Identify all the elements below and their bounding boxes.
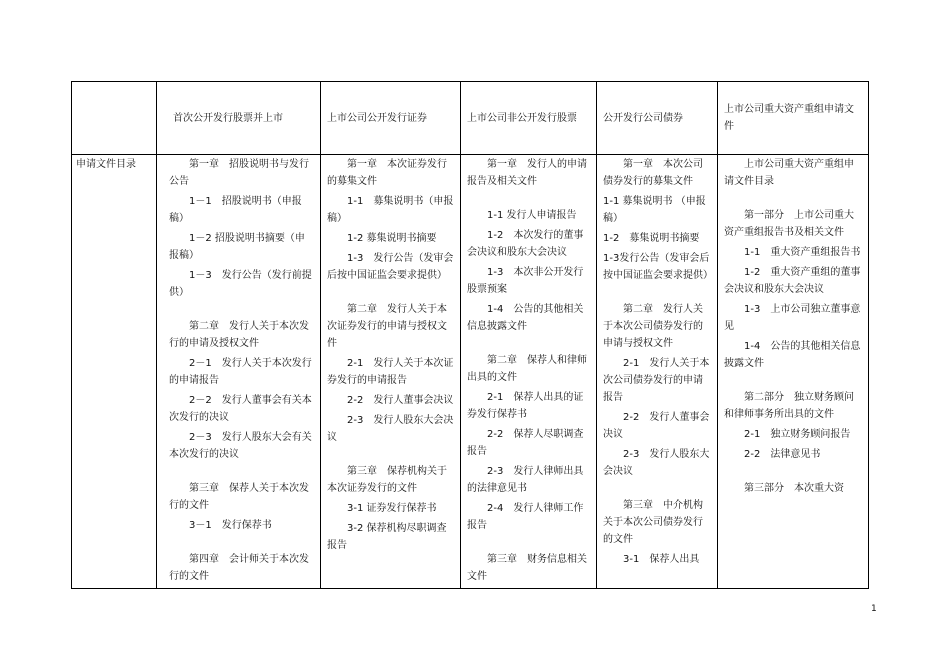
spacer <box>467 338 590 352</box>
spacer <box>169 537 314 551</box>
list-item: 2-3 发行人股东大会决议 <box>603 449 710 477</box>
list-item: 1-1 募集说明书 （申报稿） <box>603 196 706 224</box>
list-item: 1-4 公告的其他相关信息披露文件 <box>724 341 861 369</box>
section-heading: 第二章 发行人关于本次发行的申请及授权文件 <box>169 321 309 349</box>
table-header-row <box>72 82 869 155</box>
table-body-row <box>72 155 869 589</box>
spacer <box>603 287 711 301</box>
section-heading: 第一章 本次证券发行的募集文件 <box>327 159 447 187</box>
section-heading: 第一部分 上市公司重大资产重组报告书及相关文件 <box>724 210 854 238</box>
list-item: 1-3 上市公司独立董事意见 <box>724 304 861 332</box>
spacer <box>169 304 314 318</box>
list-item: 1-3 本次非公开发行股票预案 <box>467 267 584 295</box>
list-item: 2-2 发行人董事会决议 <box>603 412 710 440</box>
list-item: 2－2 发行人董事会有关本次发行的决议 <box>169 395 312 423</box>
list-item: 2-3 发行人律师出具的法律意见书 <box>467 466 584 494</box>
list-item: 1-2 募集说明书摘要 <box>603 233 700 244</box>
section-heading: 第三章 保荐机构关于本次证券发行的文件 <box>327 466 447 494</box>
list-item: 3-1 证券发行保荐书 <box>347 503 437 514</box>
spacer <box>724 466 862 480</box>
list-item: 1-1 重大资产重组报告书 <box>744 247 861 258</box>
spacer <box>724 375 862 389</box>
spacer <box>169 466 314 480</box>
spacer <box>467 193 590 207</box>
list-item: 2-2 法律意见书 <box>744 449 821 460</box>
header-cell-ipo: 首次公开发行股票并上市 <box>157 82 321 155</box>
section-heading: 上市公司重大资产重组申请文件目录 <box>724 159 854 187</box>
list-item: 1-1 募集说明书（申报稿） <box>327 196 454 224</box>
list-item: 2-1 独立财务顾问报告 <box>744 429 851 440</box>
list-item: 1-2 募集说明书摘要 <box>347 233 437 244</box>
section-heading: 第三章 财务信息相关文件 <box>467 554 587 582</box>
section-heading: 第四章 会计师关于本次发行的文件 <box>169 554 309 582</box>
spacer <box>467 537 590 551</box>
section-heading: 第二章 发行人关于本次证券发行的申请与授权文件 <box>327 304 447 349</box>
section-heading: 第三章 中介机构关于本次公司债券发行的文件 <box>603 500 703 545</box>
list-item: 1-4 公告的其他相关信息披露文件 <box>467 304 584 332</box>
list-item: 1-3 发行公告（发审会后按中国证监会要求提供） <box>327 253 454 281</box>
section-heading: 第一章 发行人的申请报告及相关文件 <box>467 159 587 187</box>
spacer <box>603 483 711 497</box>
section-heading: 第二章 保荐人和律师出具的文件 <box>467 355 587 383</box>
list-item: 3-1 保荐人出具 <box>623 554 700 565</box>
list-item: 1－1 招股说明书（申报稿） <box>169 196 302 224</box>
column-cell <box>597 155 718 589</box>
section-heading: 第二部分 独立财务顾问和律师事务所出具的文件 <box>724 392 854 420</box>
comparison-table <box>71 81 869 589</box>
column-cell <box>461 155 597 589</box>
section-heading: 第二章 发行人关于本次公司债券发行的申请与授权文件 <box>603 304 703 349</box>
list-item: 1－3 发行公告（发行前提供） <box>169 270 312 298</box>
column-cell <box>321 155 461 589</box>
section-heading: 第三部分 本次重大资 <box>744 483 844 494</box>
list-item: 1-3发行公告（发审会后按中国证监会要求提供） <box>603 253 713 281</box>
section-heading: 第三章 保荐人关于本次发行的文件 <box>169 483 309 511</box>
header-cell-restructuring: 上市公司重大资产重组申请文件 <box>718 82 869 155</box>
list-item: 1-2 本次发行的董事会决议和股东大会决议 <box>467 230 584 258</box>
header-cell-public-offering: 上市公司公开发行证券 <box>321 82 461 155</box>
list-item: 2－1 发行人关于本次发行的申请报告 <box>169 358 312 386</box>
column-cell <box>157 155 321 589</box>
list-item: 2-1 发行人关于本次证券发行的申请报告 <box>327 358 454 386</box>
header-cell-corporate-bonds: 公开发行公司债券 <box>597 82 718 155</box>
section-heading: 第一章 招股说明书与发行公告 <box>169 159 309 187</box>
list-item: 2-2 发行人董事会决议 <box>347 395 454 406</box>
page-number: 1 <box>871 604 877 614</box>
header-cell-blank <box>72 82 157 155</box>
row-label: 申请文件目录 <box>72 155 157 589</box>
list-item: 1-2 重大资产重组的董事会决议和股东大会决议 <box>724 267 861 295</box>
list-item: 2-2 保荐人尽职调查报告 <box>467 429 584 457</box>
list-item: 1-1 发行人申请报告 <box>487 210 577 221</box>
section-heading: 第一章 本次公司债券发行的募集文件 <box>603 159 703 187</box>
list-item: 2-4 发行人律师工作报告 <box>467 503 584 531</box>
spacer <box>327 449 454 463</box>
spacer <box>327 287 454 301</box>
list-item: 3－1 发行保荐书 <box>189 520 272 531</box>
list-item: 3-2 保荐机构尽职调查报告 <box>327 523 447 551</box>
list-item: 2-1 保荐人出具的证券发行保荐书 <box>467 392 584 420</box>
list-item: 2-1 发行人关于本次公司债券发行的申请报告 <box>603 358 710 403</box>
header-cell-private-placement: 上市公司非公开发行股票 <box>461 82 597 155</box>
spacer <box>724 193 862 207</box>
list-item: 2-3 发行人股东大会决议 <box>327 415 454 443</box>
column-cell <box>718 155 869 589</box>
list-item: 1－2 招股说明书摘要（申报稿） <box>169 233 305 261</box>
list-item: 2－3 发行人股东大会有关本次发行的决议 <box>169 432 312 460</box>
